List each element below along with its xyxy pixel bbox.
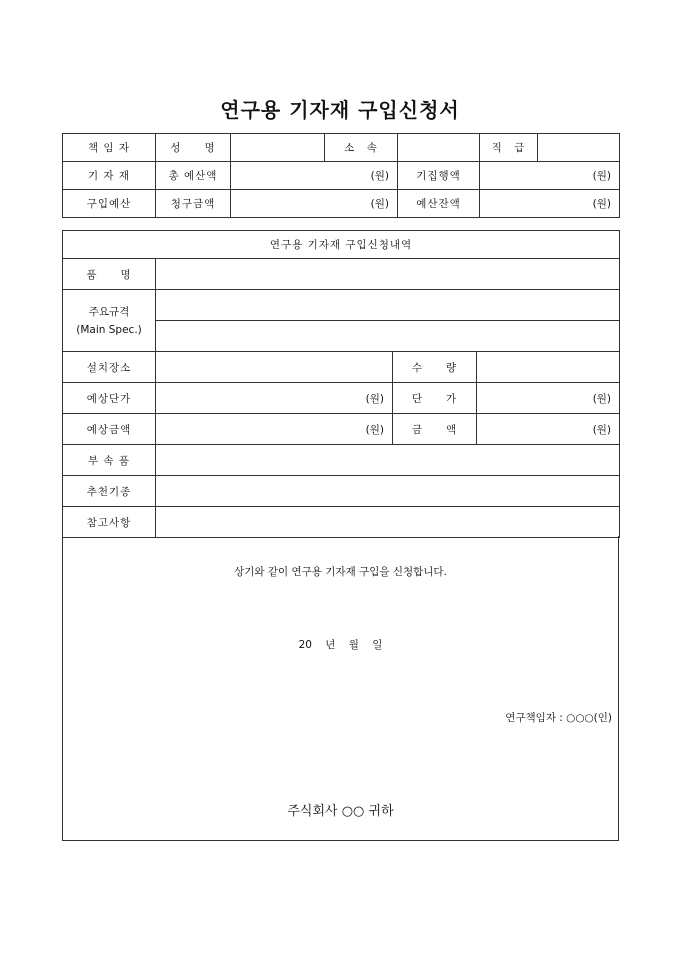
recommended-model-field[interactable] — [156, 476, 620, 507]
label-position: 직 급 — [480, 134, 538, 162]
label-recommended-model: 추천기종 — [63, 476, 156, 507]
table-row — [63, 231, 620, 259]
label-affiliation: 소 속 — [325, 134, 398, 162]
remarks-field[interactable] — [156, 507, 620, 538]
date-line: 20 년 월 일 — [298, 639, 383, 651]
accessories-field[interactable] — [156, 445, 620, 476]
table-row — [63, 476, 620, 507]
balance-field[interactable]: (원) — [480, 190, 620, 218]
table-row — [63, 290, 620, 321]
location-field[interactable] — [156, 352, 393, 383]
label-product: 품 명 — [63, 259, 156, 290]
table-row — [63, 259, 620, 290]
name-field[interactable] — [231, 134, 325, 162]
label-unit-price: 단 가 — [393, 383, 477, 414]
label-accessories: 부 속 품 — [63, 445, 156, 476]
table-row — [63, 414, 620, 445]
declaration-text: 상기와 같이 연구용 기자재 구입을 신청합니다. — [234, 566, 447, 578]
product-field[interactable] — [156, 259, 620, 290]
table-row — [63, 445, 620, 476]
label-executed: 기집행액 — [398, 162, 480, 190]
table-row — [63, 383, 620, 414]
label-responsible: 책 임 자 — [63, 134, 156, 162]
amount-field[interactable]: (원) — [477, 414, 620, 445]
label-total-budget: 총 예산액 — [156, 162, 231, 190]
table-row — [63, 134, 620, 162]
est-amount-field[interactable]: (원) — [156, 414, 393, 445]
affiliation-field[interactable] — [398, 134, 480, 162]
label-name: 성 명 — [156, 134, 231, 162]
total-budget-field[interactable]: (원) — [231, 162, 398, 190]
table-row — [63, 507, 620, 538]
declaration-box — [62, 536, 619, 841]
detail-header: 연구용 기자재 구입신청내역 — [63, 231, 620, 259]
requested-field[interactable]: (원) — [231, 190, 398, 218]
label-est-amount: 예상금액 — [63, 414, 156, 445]
request-detail-table — [62, 230, 620, 538]
label-purchase-budget: 구입예산 — [63, 190, 156, 218]
spec-field-1[interactable] — [156, 290, 620, 321]
table-row — [63, 162, 620, 190]
spec-field-2[interactable] — [156, 321, 620, 352]
unit-price-field[interactable]: (원) — [477, 383, 620, 414]
label-balance: 예산잔액 — [398, 190, 480, 218]
label-amount: 금 액 — [393, 414, 477, 445]
quantity-field[interactable] — [477, 352, 620, 383]
label-location: 설치장소 — [63, 352, 156, 383]
label-est-unit-price: 예상단가 — [63, 383, 156, 414]
est-unit-price-field[interactable]: (원) — [156, 383, 393, 414]
label-remarks: 참고사항 — [63, 507, 156, 538]
label-main-spec-line2: (Main Spec.) — [76, 323, 142, 336]
applicant-table — [62, 133, 620, 218]
table-row — [63, 190, 620, 218]
signer-line: 연구책임자 : ○○○(인) — [505, 712, 612, 724]
label-main-spec-line1: 주요규격 — [88, 305, 130, 318]
executed-field[interactable]: (원) — [480, 162, 620, 190]
addressee-line: 주식회사 ○○ 귀하 — [287, 804, 394, 819]
label-quantity: 수 량 — [393, 352, 477, 383]
label-requested: 청구금액 — [156, 190, 231, 218]
form-title: 연구용 기자재 구입신청서 — [220, 98, 460, 122]
position-field[interactable] — [538, 134, 620, 162]
table-row — [63, 352, 620, 383]
label-equipment: 기 자 재 — [63, 162, 156, 190]
label-main-spec — [63, 290, 156, 352]
